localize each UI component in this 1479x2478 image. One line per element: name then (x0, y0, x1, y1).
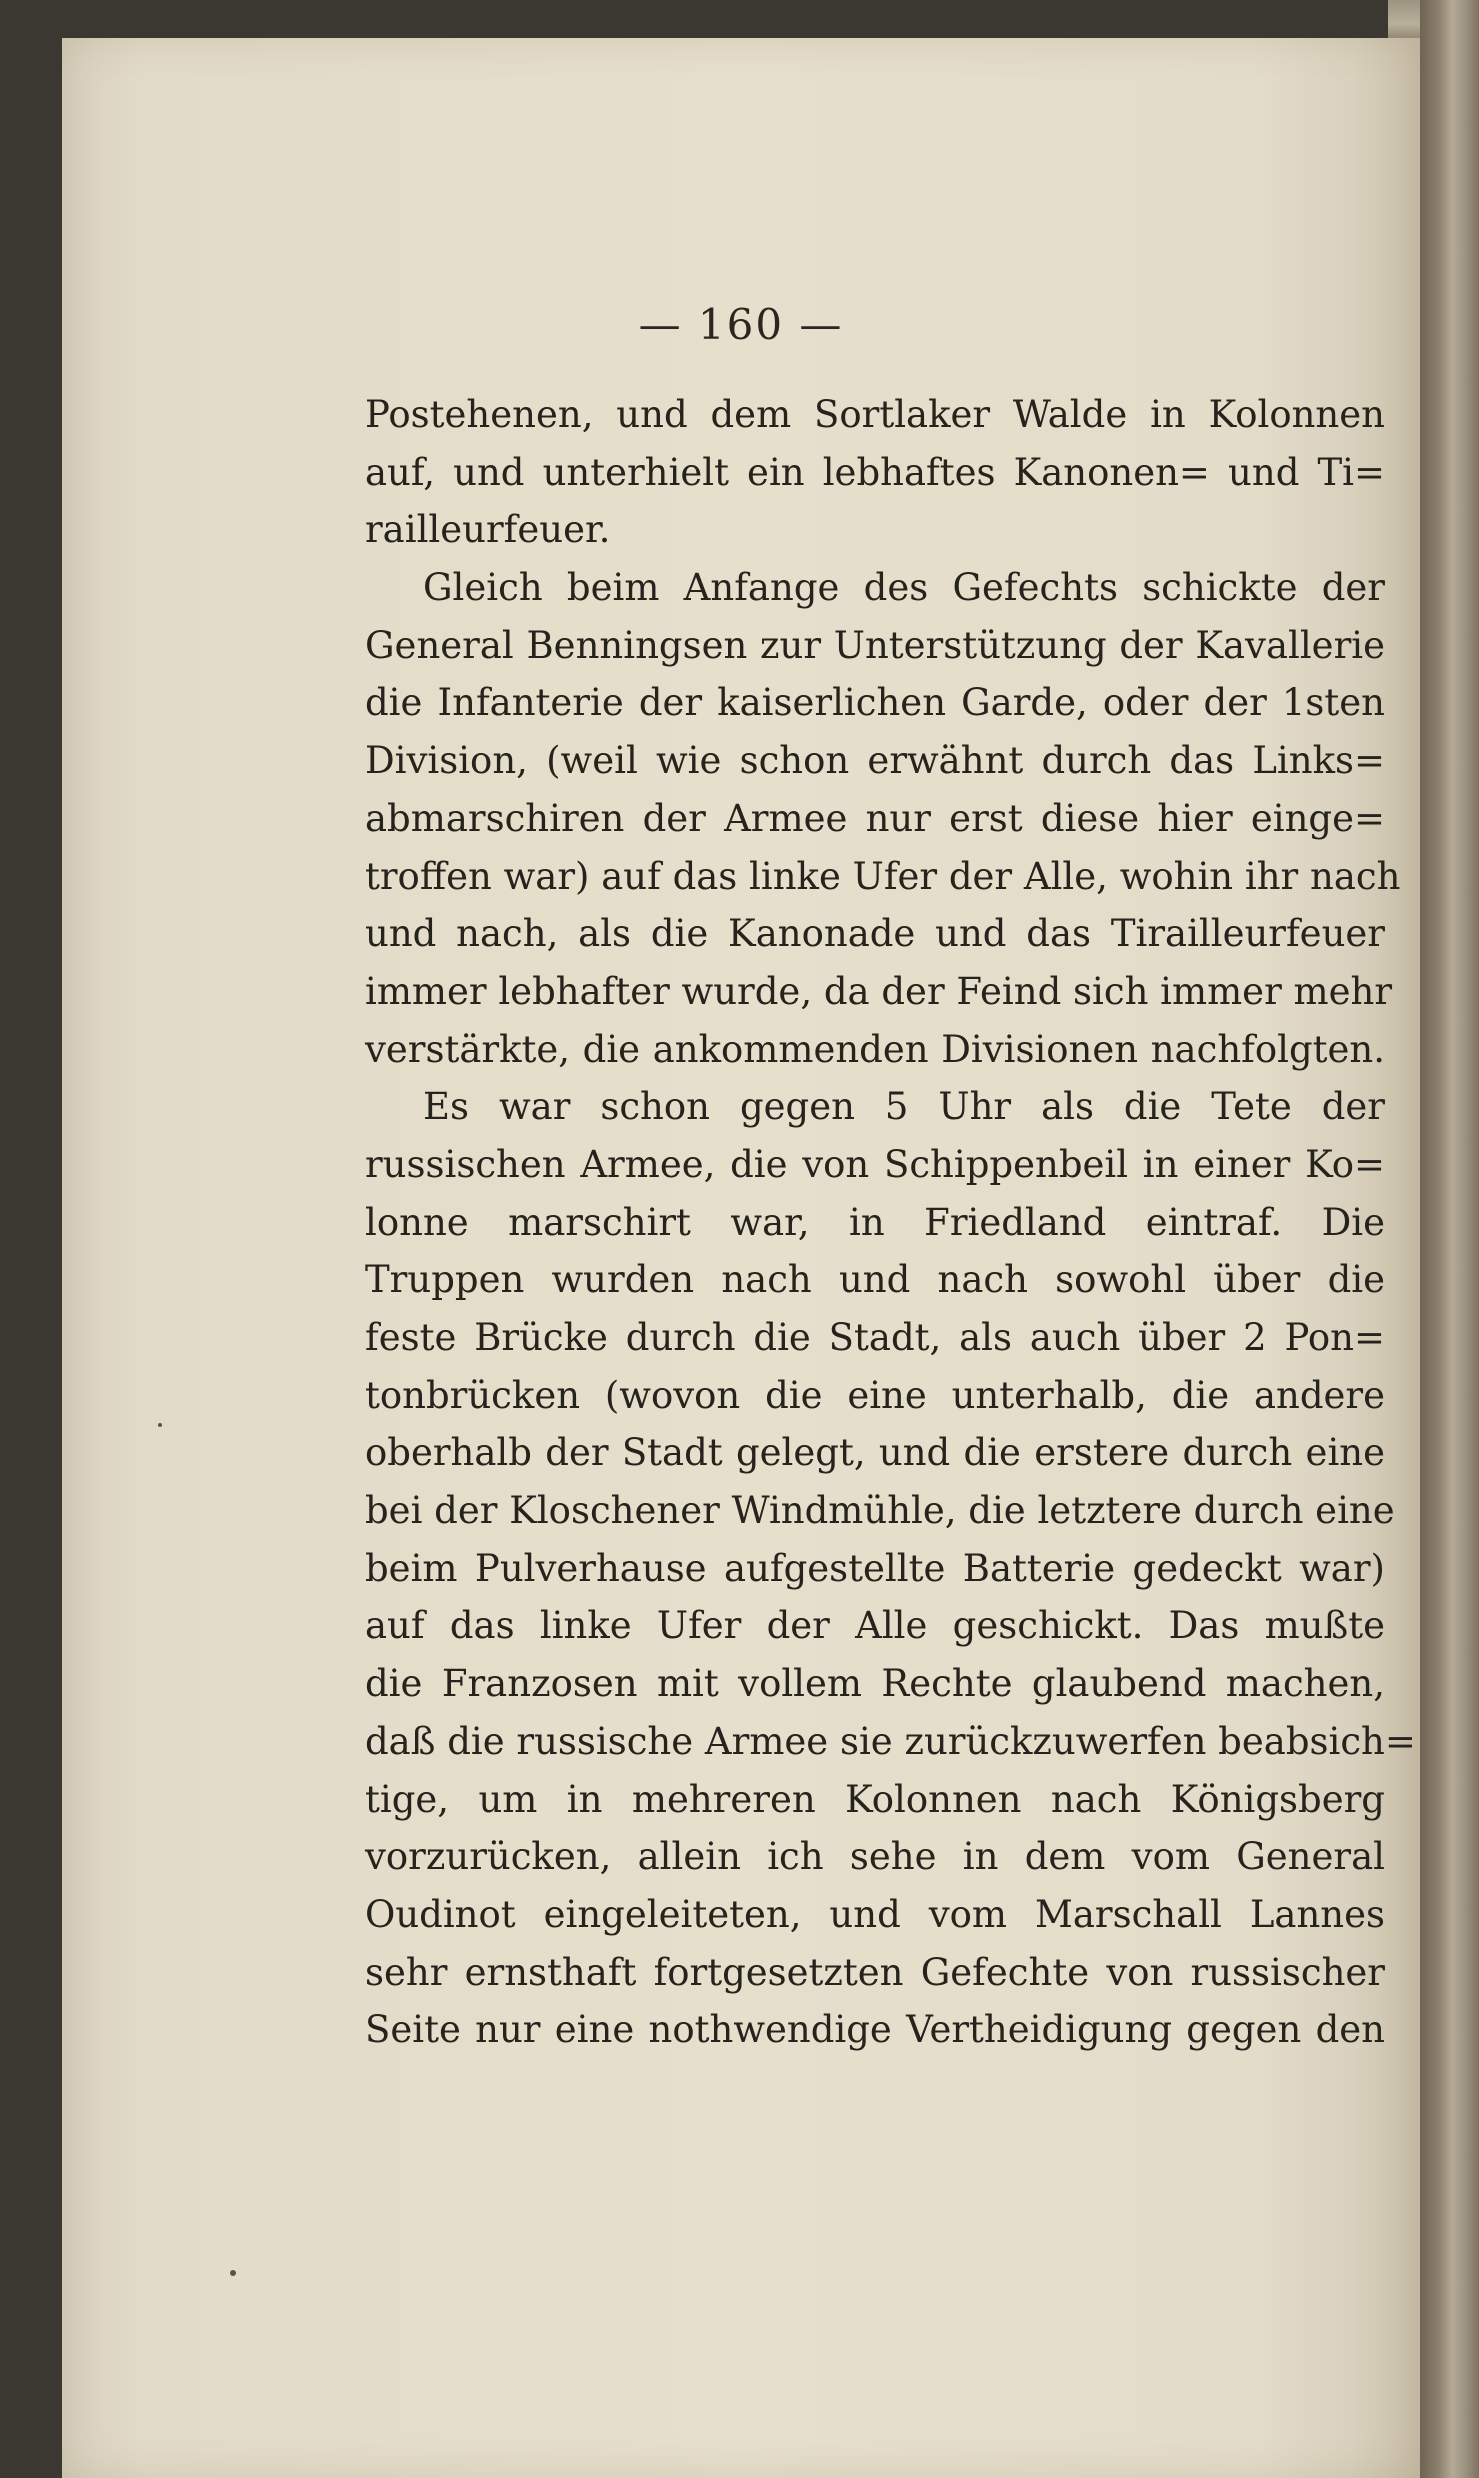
text-line: immer lebhafter wurde, da der Feind sich immer mehr (365, 969, 1393, 1013)
text-line: Division, (weil wie schon erwähnt durch das Links= (365, 739, 1385, 783)
text-line: railleurfeuer. (365, 508, 611, 552)
text-line: tige, um in mehreren Kolonnen nach Königsberg (365, 1777, 1385, 1821)
text-line: verstärkte, die ankommenden Divisionen nachfolgten. (365, 1027, 1385, 1071)
text-line: russischen Armee, die von Schippenbeil in einer Ko= (365, 1142, 1385, 1186)
text-line: Postehenen, und dem Sortlaker Walde in Kolonnen (365, 393, 1385, 436)
text-line: Es war schon gegen 5 Uhr als die Tete der (423, 1085, 1385, 1129)
text-line: troffen war) auf das linke Ufer der Alle, wohin ihr nach (365, 854, 1401, 898)
text-line: daß die russische Armee sie zurückzuwerfen beabsich= (365, 1719, 1416, 1763)
page-paper (62, 38, 1420, 2478)
text-line: Gleich beim Anfange des Gefechts schickte der (423, 566, 1385, 610)
text-line: vorzurücken, allein ich sehe in dem vom General (365, 1835, 1385, 1879)
text-line: Oudinot eingeleiteten, und vom Marschall Lannes (365, 1892, 1385, 1936)
body-text (365, 386, 1416, 2059)
page-number-header: — 160 — (638, 300, 844, 349)
text-line: beim Pulverhause aufgestellte Batterie gedeckt war) (365, 1546, 1385, 1590)
paper-speck (230, 2270, 236, 2276)
text-line: die Infanterie der kaiserlichen Garde, oder der 1sten (365, 681, 1385, 725)
text-line: Truppen wurden nach und nach sowohl über die (365, 1258, 1385, 1302)
text-line: auf, und unterhielt ein lebhaftes Kanonen= und Ti= (365, 450, 1385, 494)
book-binding-edge (1420, 0, 1479, 2478)
text-line: abmarschiren der Armee nur erst diese hier einge= (365, 796, 1385, 840)
text-line: Seite nur eine nothwendige Vertheidigung gegen den (365, 2008, 1385, 2052)
text-line: oberhalb der Stadt gelegt, und die erstere durch eine (365, 1431, 1385, 1475)
text-line: feste Brücke durch die Stadt, als auch über 2 Pon= (365, 1316, 1385, 1359)
text-line: General Benningsen zur Unterstützung der Kavallerie (365, 623, 1385, 667)
text-line: auf das linke Ufer der Alle geschickt. Das mußte (365, 1604, 1385, 1648)
text-line: bei der Kloschener Windmühle, die letztere durch eine (365, 1489, 1395, 1533)
text-line: sehr ernsthaft fortgesetzten Gefechte von russischer (365, 1950, 1385, 1994)
text-line: und nach, als die Kanonade und das Tirailleurfeuer (365, 912, 1385, 956)
paper-speck (158, 1423, 162, 1427)
text-line: tonbrücken (wovon die eine unterhalb, die andere (365, 1373, 1385, 1417)
text-line: die Franzosen mit vollem Rechte glaubend machen, (365, 1662, 1385, 1706)
text-line: lonne marschirt war, in Friedland eintraf. Die (365, 1200, 1385, 1244)
